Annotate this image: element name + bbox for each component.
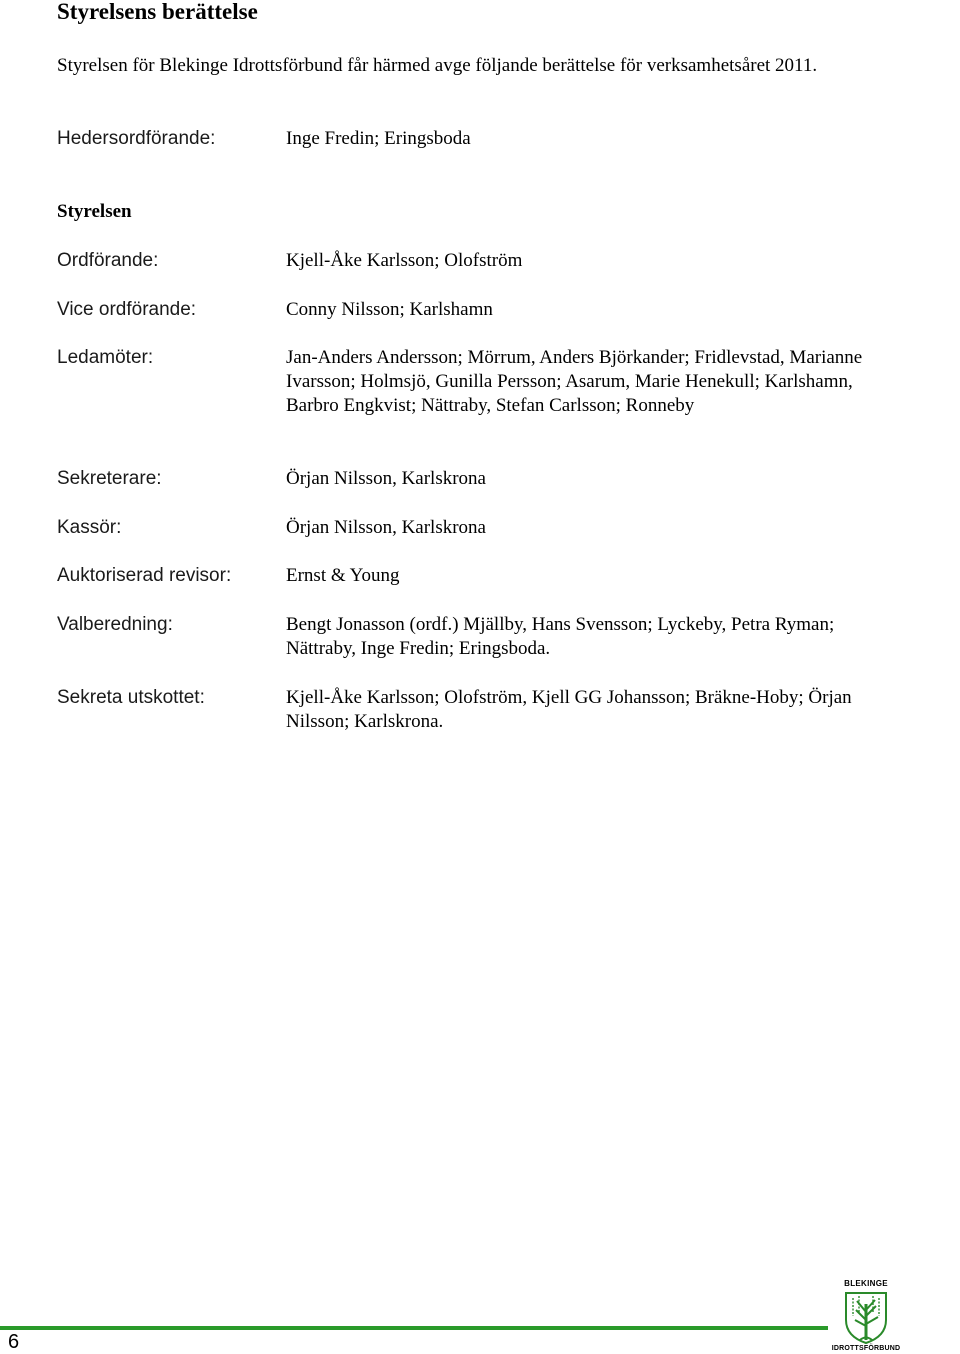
honorary-chair-value: Inge Fredin; Eringsboda [286, 128, 471, 149]
role-value-auditor: Ernst & Young [286, 565, 400, 586]
role-label-vice-chair: Vice ordförande: [57, 299, 197, 320]
role-value-secretary: Örjan Nilsson, Karlskrona [286, 468, 486, 489]
board-heading: Styrelsen [57, 201, 132, 222]
page-title: Styrelsens berättelse [57, 0, 258, 24]
role-label-auditor: Auktoriserad revisor: [57, 565, 232, 586]
role-value-chair: Kjell-Åke Karlsson; Olofström [286, 250, 523, 271]
page-number: 6 [8, 1331, 20, 1353]
role-value-secret-committee: Kjell-Åke Karlsson; Olofström, Kjell GG Johansson; Bräkne-Hoby; Örjan Nilsson; Karlskrona. [286, 687, 852, 732]
role-value-members: Jan-Anders Andersson; Mörrum, Anders Björkander; Fridlevstad, Marianne Ivarsson; Holmsjö, Gunilla Persson; Asarum, Marie Henekull; Karlshamn, Barbro Engkvist; Nättraby, Stefan Carlsson; Ronneby [286, 347, 863, 416]
role-label-chair: Ordförande: [57, 250, 159, 271]
role-value-treasurer: Örjan Nilsson, Karlskrona [286, 517, 486, 538]
blekinge-idrottsforbund-logo [826, 1279, 906, 1354]
logo-top-text: BLEKINGE [844, 1279, 888, 1288]
tree-shield-icon [843, 1290, 889, 1344]
role-label-nomination-committee: Valberedning: [57, 614, 173, 635]
role-label-treasurer: Kassör: [57, 517, 122, 538]
role-value-nomination-committee: Bengt Jonasson (ordf.) Mjällby, Hans Svensson; Lyckeby, Petra Ryman; Nättraby, Inge Fredin; Eringsboda. [286, 614, 835, 659]
role-label-secret-committee: Sekreta utskottet: [57, 687, 205, 708]
logo-bottom-text: IDROTTSFÖRBUND [831, 1345, 901, 1352]
intro-paragraph: Styrelsen för Blekinge Idrottsförbund får härmed avge följande berättelse för verksamhetsåret 2011. [57, 55, 818, 76]
role-label-secretary: Sekreterare: [57, 468, 162, 489]
role-value-vice-chair: Conny Nilsson; Karlshamn [286, 299, 493, 320]
role-label-members: Ledamöter: [57, 347, 154, 368]
honorary-chair-label: Hedersordförande: [57, 128, 216, 149]
footer-rule [0, 1326, 828, 1330]
